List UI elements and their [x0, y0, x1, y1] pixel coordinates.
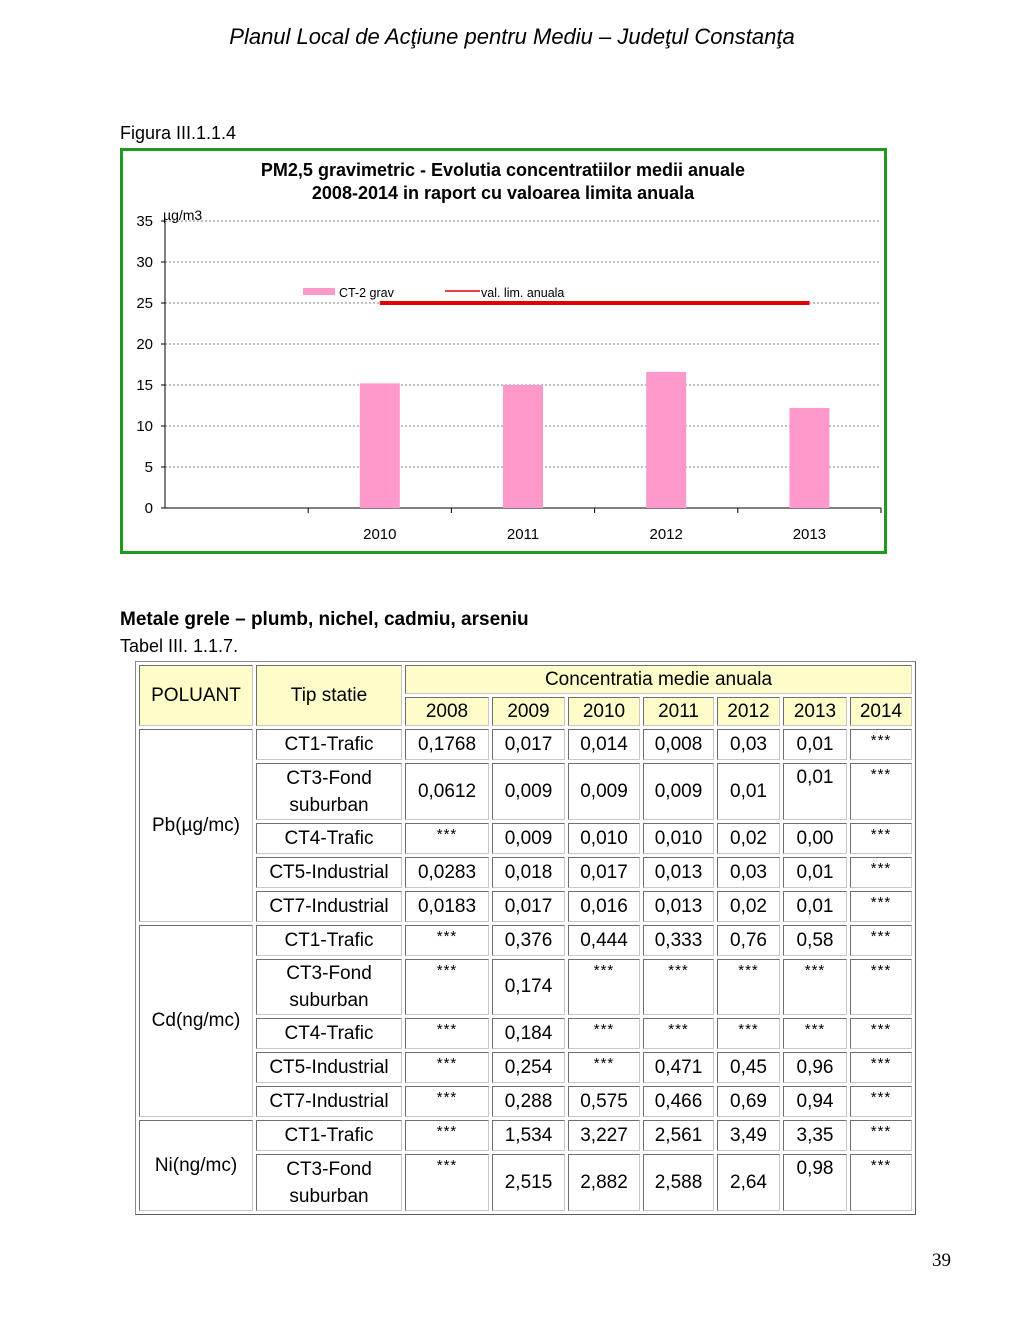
table-row	[139, 763, 912, 820]
value-cell: ***	[850, 1086, 912, 1117]
value-cell: 3,227	[568, 1120, 640, 1151]
station-label-line: CT4-Trafic	[284, 827, 374, 849]
header-pollutant: POLUANT	[139, 665, 253, 726]
header-year: 2008	[405, 697, 489, 726]
y-tick-label: 35	[136, 213, 153, 230]
value-cell: 0,471	[643, 1052, 714, 1083]
station-cell	[256, 729, 402, 760]
value-cell: ***	[850, 959, 912, 1015]
value-cell: ***	[405, 1120, 489, 1151]
value-cell: ***	[405, 823, 489, 854]
value-cell: 0,017	[492, 729, 565, 760]
station-label-line: CT7-Industrial	[269, 1090, 389, 1112]
section-heading: Metale grele – plumb, nichel, cadmiu, arseniu	[120, 609, 529, 630]
value-cell: 0,018	[492, 857, 565, 888]
value-cell: 2,515	[492, 1154, 565, 1211]
value-cell: 0,466	[643, 1086, 714, 1117]
value-cell: 0,009	[492, 763, 565, 820]
value-cell: ***	[717, 1018, 780, 1049]
pollutant-cell: Pb(µg/mc)	[139, 729, 253, 922]
value-cell: 2,64	[717, 1154, 780, 1211]
value-cell: ***	[405, 1086, 489, 1117]
value-cell: 0,016	[568, 891, 640, 922]
value-cell: ***	[717, 959, 780, 1015]
value-cell: 0,017	[568, 857, 640, 888]
value-cell: 0,376	[492, 925, 565, 956]
table-row	[139, 1018, 912, 1049]
value-cell: ***	[568, 1018, 640, 1049]
header-year: 2010	[568, 697, 640, 726]
y-tick-label: 20	[136, 336, 153, 353]
figure-label: Figura III.1.1.4	[120, 123, 237, 143]
value-cell: 0,013	[643, 891, 714, 922]
pollutant-cell: Ni(ng/mc)	[139, 1120, 253, 1211]
value-cell: ***	[850, 857, 912, 888]
value-cell: 0,0283	[405, 857, 489, 888]
station-label-line: CT5-Industrial	[269, 861, 389, 883]
value-cell: 0,01	[783, 729, 847, 760]
value-cell: 0,69	[717, 1086, 780, 1117]
station-label-line: suburban	[289, 794, 369, 816]
x-tick-label: 2012	[649, 526, 683, 543]
value-cell: 0,013	[643, 857, 714, 888]
table-label: Tabel III. 1.1.7.	[120, 636, 239, 656]
value-cell: 0,01	[783, 763, 847, 820]
station-label-line: CT1-Trafic	[284, 1124, 374, 1146]
station-label-line: suburban	[289, 990, 369, 1011]
table-header-row	[139, 665, 912, 694]
value-cell: 0,010	[643, 823, 714, 854]
value-cell: ***	[850, 891, 912, 922]
header-annual-mean: Concentratia medie anuala	[405, 665, 912, 694]
chart-title-line-2: 2008-2014 in raport cu valoarea limita anuala	[311, 183, 695, 203]
table-row	[139, 1086, 912, 1117]
value-cell: 3,49	[717, 1120, 780, 1151]
value-cell: 0,03	[717, 857, 780, 888]
value-cell: 2,588	[643, 1154, 714, 1211]
station-label-line: CT7-Industrial	[269, 895, 389, 917]
station-label-line: CT1-Trafic	[284, 929, 374, 951]
station-label-line: CT3-Fond	[286, 963, 372, 984]
header-year: 2012	[717, 697, 780, 726]
station-cell	[256, 823, 402, 854]
header-year: 2013	[783, 697, 847, 726]
value-cell: 0,96	[783, 1052, 847, 1083]
table-row	[139, 823, 912, 854]
table-row	[139, 1120, 912, 1151]
y-tick-label: 10	[136, 418, 153, 435]
station-label-line: suburban	[289, 1185, 369, 1207]
table-year-row	[139, 697, 912, 726]
value-cell: 0,98	[783, 1154, 847, 1211]
station-cell	[256, 891, 402, 922]
heavy-metals-table	[135, 661, 916, 1215]
x-tick-label: 2013	[792, 526, 827, 543]
value-cell: 0,017	[492, 891, 565, 922]
station-cell	[256, 857, 402, 888]
bar-2012	[646, 372, 686, 508]
table-row	[139, 729, 912, 760]
header-year: 2014	[850, 697, 912, 726]
value-cell: 0,01	[783, 857, 847, 888]
value-cell: 1,534	[492, 1120, 565, 1151]
table-container	[135, 661, 916, 1215]
chart-frame	[120, 148, 887, 554]
header-year: 2009	[492, 697, 565, 726]
station-label-line: CT1-Trafic	[284, 733, 374, 755]
y-tick-label: 15	[136, 377, 153, 394]
value-cell: ***	[405, 925, 489, 956]
value-cell: ***	[405, 959, 489, 1015]
value-cell: 2,882	[568, 1154, 640, 1211]
value-cell: 0,02	[717, 891, 780, 922]
pm25-bar-chart	[123, 151, 884, 551]
value-cell: ***	[850, 729, 912, 760]
value-cell: ***	[643, 959, 714, 1015]
station-cell	[256, 925, 402, 956]
table-row	[139, 959, 912, 1015]
value-cell: 0,01	[783, 891, 847, 922]
header-year: 2011	[643, 697, 714, 726]
value-cell: 0,014	[568, 729, 640, 760]
document-header-title: Planul Local de Acţiune pentru Mediu – Judeţul Constanţa	[229, 24, 795, 49]
value-cell: ***	[568, 959, 640, 1015]
value-cell: 0,58	[783, 925, 847, 956]
value-cell: 0,009	[643, 763, 714, 820]
value-cell: ***	[850, 925, 912, 956]
value-cell: ***	[643, 1018, 714, 1049]
value-cell: 0,254	[492, 1052, 565, 1083]
value-cell: ***	[405, 1052, 489, 1083]
value-cell: ***	[850, 1018, 912, 1049]
legend-label-line: val. lim. anuala	[481, 286, 565, 300]
value-cell: 0,575	[568, 1086, 640, 1117]
value-cell: 2,561	[643, 1120, 714, 1151]
page-number: 39	[932, 1250, 951, 1271]
station-cell	[256, 1154, 402, 1211]
y-tick-label: 0	[144, 500, 153, 517]
value-cell: ***	[850, 1154, 912, 1211]
table-row	[139, 1154, 912, 1211]
station-cell	[256, 1120, 402, 1151]
value-cell: 0,008	[643, 729, 714, 760]
value-cell: 0,01	[717, 763, 780, 820]
value-cell: 0,174	[492, 959, 565, 1015]
value-cell: ***	[405, 1018, 489, 1049]
table-row	[139, 1052, 912, 1083]
table-row	[139, 925, 912, 956]
value-cell: 0,009	[568, 763, 640, 820]
value-cell: 0,00	[783, 823, 847, 854]
value-cell: ***	[405, 1154, 489, 1211]
value-cell: ***	[850, 1120, 912, 1151]
table-row	[139, 857, 912, 888]
value-cell: 0,288	[492, 1086, 565, 1117]
x-tick-label: 2010	[363, 526, 397, 543]
value-cell: 0,45	[717, 1052, 780, 1083]
value-cell: 0,02	[717, 823, 780, 854]
table-row	[139, 891, 912, 922]
value-cell: 0,0183	[405, 891, 489, 922]
station-label-line: CT3-Fond	[286, 767, 372, 789]
value-cell: 3,35	[783, 1120, 847, 1151]
value-cell: ***	[568, 1052, 640, 1083]
station-cell	[256, 959, 402, 1015]
station-label-line: CT5-Industrial	[269, 1056, 389, 1078]
bar-2010	[360, 383, 400, 508]
station-cell	[256, 1018, 402, 1049]
y-axis-unit-label: µg/m3	[163, 207, 203, 223]
value-cell: 0,009	[492, 823, 565, 854]
value-cell: 0,0612	[405, 763, 489, 820]
station-cell	[256, 763, 402, 820]
legend-label-bars: CT-2 grav	[339, 286, 394, 300]
x-tick-label: 2011	[506, 526, 540, 543]
value-cell: 0,1768	[405, 729, 489, 760]
value-cell: 0,76	[717, 925, 780, 956]
value-cell: 0,94	[783, 1086, 847, 1117]
station-label-line: CT3-Fond	[286, 1158, 372, 1180]
y-tick-label: 30	[136, 254, 153, 271]
value-cell: 0,03	[717, 729, 780, 760]
chart-title-line-1: PM2,5 gravimetric - Evolutia concentratiilor medii anuale	[260, 160, 746, 180]
station-cell	[256, 1052, 402, 1083]
y-tick-label: 25	[136, 295, 153, 312]
legend-swatch-bars	[303, 288, 335, 295]
value-cell: ***	[850, 823, 912, 854]
bar-2013	[789, 408, 829, 508]
value-cell: ***	[783, 1018, 847, 1049]
value-cell: ***	[783, 959, 847, 1015]
bar-2011	[503, 385, 543, 508]
header-station-type: Tip statie	[256, 665, 402, 726]
value-cell: 0,184	[492, 1018, 565, 1049]
value-cell: 0,010	[568, 823, 640, 854]
pollutant-cell: Cd(ng/mc)	[139, 925, 253, 1117]
station-label-line: CT4-Trafic	[284, 1022, 374, 1044]
value-cell: ***	[850, 763, 912, 820]
value-cell: 0,333	[643, 925, 714, 956]
y-tick-label: 5	[144, 459, 153, 476]
station-cell	[256, 1086, 402, 1117]
value-cell: ***	[850, 1052, 912, 1083]
value-cell: 0,444	[568, 925, 640, 956]
